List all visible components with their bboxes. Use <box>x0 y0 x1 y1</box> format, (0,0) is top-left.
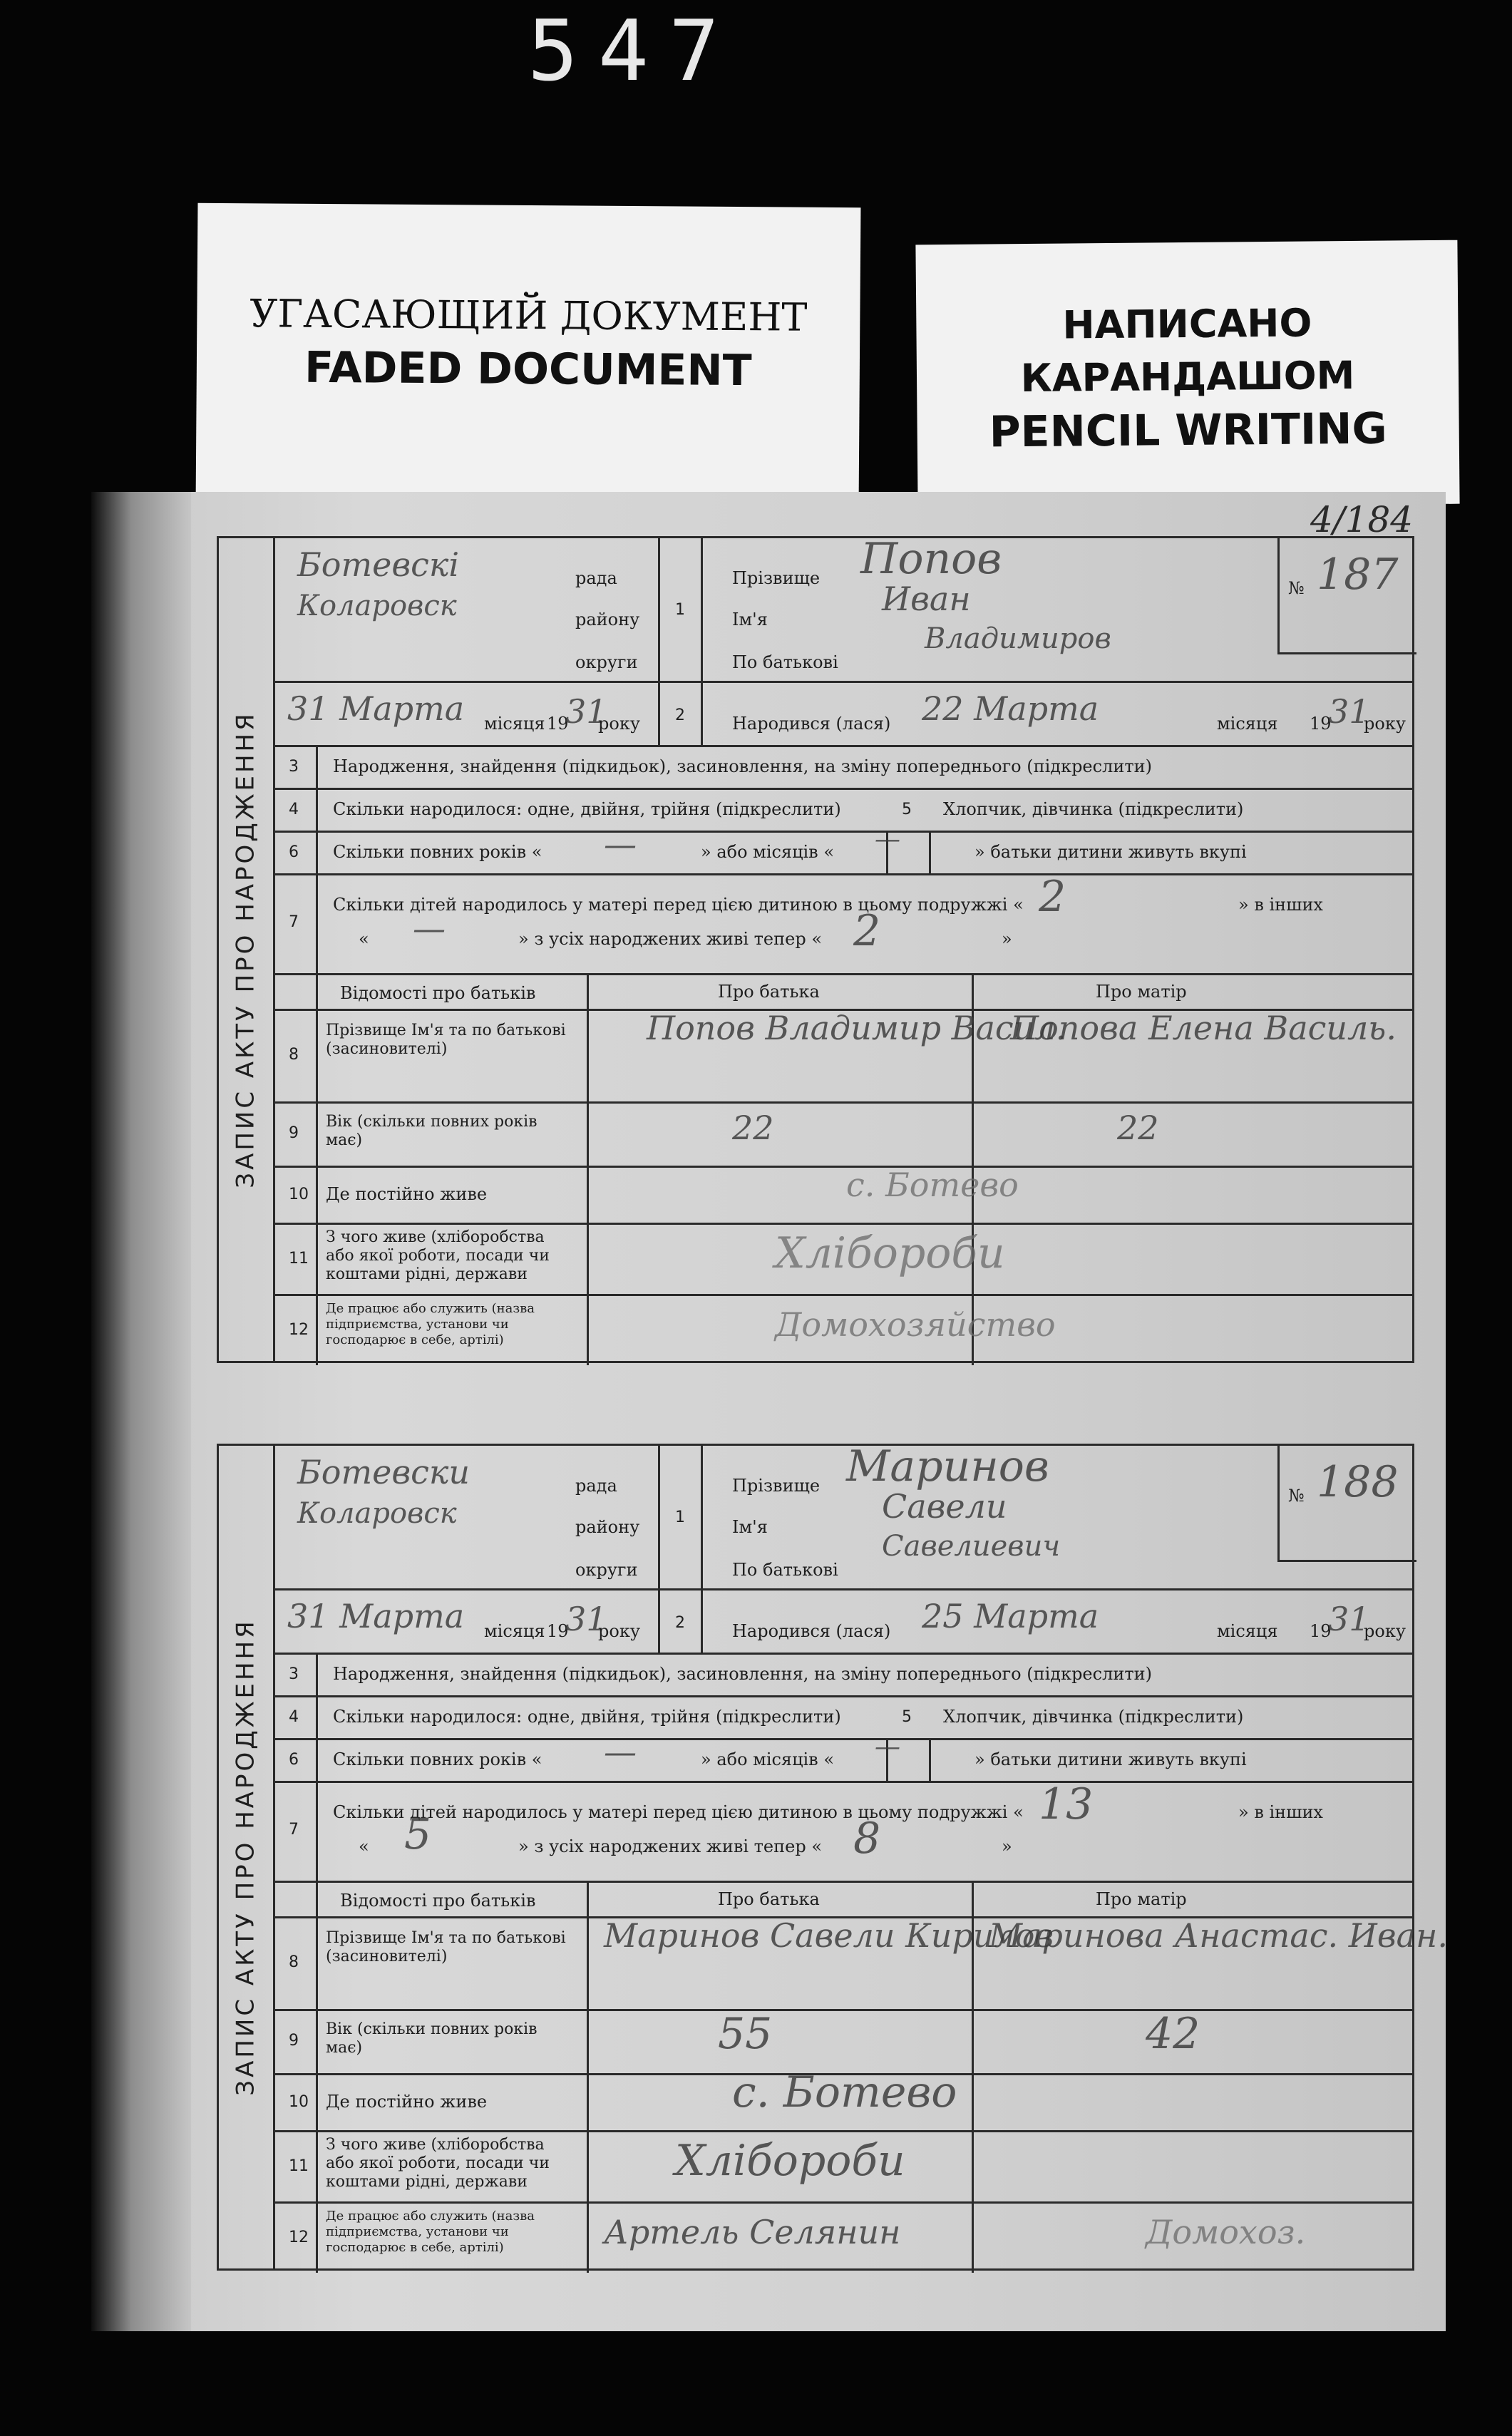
field-number-12: 12 <box>289 1321 309 1339</box>
patronymic-label: По батькові <box>732 652 838 672</box>
faded-stamp-ru: УГАСАЮЩИЙ ДОКУМЕНТ <box>250 291 808 340</box>
row7-label-d: » з усіх народжених живі тепер « <box>518 929 823 949</box>
record-side-title: ЗАПИС АКТУ ПРО НАРОДЖЕННЯ <box>219 538 275 1361</box>
rada-label: рада <box>575 568 617 588</box>
row9-label: Вік (скільки повних років має) <box>326 1113 538 1149</box>
row12-label: Де працює або служить (назва підприємства, установи чи господарює в себе, артілі) <box>326 2209 535 2255</box>
row7-label-c: « <box>359 1836 369 1856</box>
row7-label-d: » з усіх народжених живі тепер « <box>518 1836 823 1856</box>
name-label: Ім'я <box>732 1517 768 1537</box>
row7-label-b: » в інших <box>1238 895 1323 915</box>
name-value: Савели <box>882 1487 1007 1526</box>
raion-value: Коларовск <box>297 590 457 622</box>
row7-other-value: — <box>413 909 446 947</box>
surname-label: Прізвище <box>732 568 821 588</box>
year-prefix: 19 <box>547 714 569 734</box>
pencil-stamp-en: PENCIL WRITING <box>989 404 1388 458</box>
pencil-stamp-ru-2: КАРАНДАШОМ <box>1020 352 1355 401</box>
field-number-12: 12 <box>289 2229 309 2246</box>
surname-value: Попов <box>860 534 1002 584</box>
father-age-value: 55 <box>718 2009 773 2059</box>
raion-value: Коларовск <box>297 1497 457 1530</box>
patronymic-value: Савелиевич <box>882 1530 1061 1563</box>
row7-label-b: » в інших <box>1238 1802 1323 1822</box>
year-label: року <box>598 714 640 734</box>
field-number-8: 8 <box>289 1953 299 1971</box>
raion-label: району <box>575 1517 640 1537</box>
reg-year-value: 31 <box>565 1600 607 1638</box>
row11-label: З чого живе (хліборобства або якої роботи, посади чи коштами рідні, держави <box>326 2136 550 2191</box>
reg-date-value: 31 Марта <box>287 689 465 728</box>
born-year-prefix: 19 <box>1310 714 1332 734</box>
row3-label: Народження, знайдення (підкидьок), засиновлення, на зміну попереднього (підкреслити) <box>333 756 1152 776</box>
born-month-label: місяця <box>1217 714 1278 734</box>
surname-label: Прізвище <box>732 1476 821 1496</box>
field-number-4: 4 <box>289 801 299 818</box>
row10-label: Де постійно живе <box>326 2092 488 2112</box>
row8-label: Прізвище Ім'я та по батькові (засиновителі) <box>326 1929 566 1965</box>
raion-label: району <box>575 610 640 629</box>
residence-value: с. Ботево <box>732 2067 957 2117</box>
field-number-8: 8 <box>289 1046 299 1064</box>
row6-years-value: — <box>604 825 637 863</box>
surname-value: Маринов <box>846 1441 1049 1491</box>
field-number-7: 7 <box>289 913 299 931</box>
reg-year-value: 31 <box>565 692 607 731</box>
workplace-value: Домохозяйство <box>775 1305 1056 1344</box>
row12-label: Де працює або служить (назва підприємства, установи чи господарює в себе, артілі) <box>326 1301 535 1347</box>
field-number-11: 11 <box>289 2157 309 2175</box>
row7-label-a: Скільки дітей народилось у матері перед цією дитиною в цьому подружжі « <box>333 895 1024 915</box>
occupation-value: Хлібороби <box>775 1228 1005 1278</box>
field-number-4: 4 <box>289 1708 299 1726</box>
row8-label: Прізвище Ім'я та по батькові (засиновителі) <box>326 1022 566 1058</box>
faded-document-stamp <box>196 203 861 510</box>
field-number-11: 11 <box>289 1250 309 1268</box>
row6-label-a: Скільки повних років « <box>333 842 542 862</box>
okruhy-label: округи <box>575 652 638 672</box>
field-number-5: 5 <box>902 1708 912 1726</box>
born-year-prefix: 19 <box>1310 1621 1332 1641</box>
workplace-mother-value: Домохоз. <box>1146 2213 1306 2251</box>
mother-name-value: Маринова Анастас. Иван. <box>989 1916 1449 1955</box>
record-number-label: № <box>1288 578 1305 598</box>
row7-label-c: « <box>359 929 369 949</box>
record-number-value: 188 <box>1317 1457 1399 1507</box>
row3-label: Народження, знайдення (підкидьок), засиновлення, на зміну попереднього (підкреслити) <box>333 1664 1152 1684</box>
row7-alive-value: 8 <box>853 1814 881 1864</box>
birth-record-1 <box>217 536 1414 1363</box>
year-prefix: 19 <box>547 1621 569 1641</box>
parents-header: Відомості про батьків <box>340 1891 536 1911</box>
born-day-value: 25 Марта <box>922 1597 1099 1635</box>
born-year-label: року <box>1364 1621 1406 1641</box>
row7-alive-value: 2 <box>853 906 881 956</box>
row6-years-value: — <box>604 1732 637 1771</box>
row6-label-b: » або місяців « <box>701 842 835 862</box>
name-label: Ім'я <box>732 610 768 629</box>
field-number-5: 5 <box>902 801 912 818</box>
occupation-value: Хлібороби <box>675 2136 905 2186</box>
month-label: місяця <box>484 714 545 734</box>
row7-label-e: » <box>1002 1836 1012 1856</box>
field-number-9: 9 <box>289 1124 299 1142</box>
born-label: Народився (лася) <box>732 714 891 734</box>
row4-label: Скільки народилося: одне, двійня, трійня (підкреслити) <box>333 1707 841 1727</box>
row6-months-value: — <box>875 1732 900 1762</box>
row7-count-value: 2 <box>1039 872 1066 922</box>
field-number-10: 10 <box>289 2093 309 2111</box>
row5-label: Хлопчик, дівчинка (підкреслити) <box>943 799 1244 819</box>
rada-value: Ботевскі <box>297 545 460 584</box>
mother-header: Про матір <box>1096 1889 1187 1909</box>
parents-header: Відомості про батьків <box>340 983 536 1003</box>
pencil-stamp-ru-1: НАПИСАНО <box>1062 300 1312 348</box>
father-age-value: 22 <box>732 1109 774 1147</box>
row7-count-value: 13 <box>1039 1779 1094 1829</box>
row6-label-c: » батьки дитини живуть вкупі <box>974 842 1247 862</box>
binding-edge <box>91 492 191 2331</box>
father-name-value: Попов Владимир Васил. <box>647 1009 1066 1047</box>
mother-age-value: 22 <box>1117 1109 1159 1147</box>
residence-value: с. Ботево <box>846 1166 1019 1204</box>
row4-label: Скільки народилося: одне, двійня, трійня (підкреслити) <box>333 799 841 819</box>
field-number-1: 1 <box>675 1509 685 1526</box>
archive-number: 547 <box>528 1 740 100</box>
field-number-1: 1 <box>675 601 685 619</box>
row7-label-e: » <box>1002 929 1012 949</box>
field-number-7: 7 <box>289 1821 299 1839</box>
born-year-label: року <box>1364 714 1406 734</box>
rada-value: Ботевски <box>297 1453 470 1491</box>
pencil-writing-stamp <box>915 240 1459 509</box>
month-label: місяця <box>484 1621 545 1641</box>
born-year-value: 31 <box>1328 1600 1370 1638</box>
field-number-2: 2 <box>675 706 685 724</box>
record-side-title: ЗАПИС АКТУ ПРО НАРОДЖЕННЯ <box>219 1446 275 2268</box>
rada-label: рада <box>575 1476 617 1496</box>
father-header: Про батька <box>718 982 820 1002</box>
workplace-value: Артель Селянин <box>604 2213 901 2251</box>
row6-months-value: — <box>875 825 900 854</box>
born-day-value: 22 Марта <box>922 689 1099 728</box>
field-number-6: 6 <box>289 1751 299 1769</box>
mother-name-value: Попова Елена Василь. <box>1010 1009 1397 1047</box>
field-number-2: 2 <box>675 1614 685 1632</box>
row6-label-a: Скільки повних років « <box>333 1749 542 1769</box>
row7-other-value: 5 <box>404 1809 432 1859</box>
row11-label: З чого живе (хліборобства або якої роботи, посади чи коштами рідні, держави <box>326 1228 550 1283</box>
row7-label-a: Скільки дітей народилось у матері перед цією дитиною в цьому подружжі « <box>333 1802 1024 1822</box>
name-value: Иван <box>882 580 971 618</box>
birth-record-2 <box>217 1441 1449 2271</box>
born-label: Народився (лася) <box>732 1621 891 1641</box>
father-name-value: Маринов Савели Кирилов <box>604 1916 1054 1955</box>
record-number-label: № <box>1288 1486 1305 1506</box>
patronymic-label: По батькові <box>732 1560 838 1580</box>
patronymic-value: Владимиров <box>925 622 1111 655</box>
field-number-3: 3 <box>289 1665 299 1683</box>
field-number-10: 10 <box>289 1186 309 1203</box>
field-number-3: 3 <box>289 758 299 776</box>
reg-date-value: 31 Марта <box>287 1597 465 1635</box>
father-header: Про батька <box>718 1889 820 1909</box>
row9-label: Вік (скільки повних років має) <box>326 2020 538 2057</box>
row6-label-c: » батьки дитини живуть вкупі <box>974 1749 1247 1769</box>
field-number-6: 6 <box>289 843 299 861</box>
born-year-value: 31 <box>1328 692 1370 731</box>
row5-label: Хлопчик, дівчинка (підкреслити) <box>943 1707 1244 1727</box>
mother-age-value: 42 <box>1146 2009 1200 2059</box>
born-month-label: місяця <box>1217 1621 1278 1641</box>
okruhy-label: округи <box>575 1560 638 1580</box>
faded-stamp-en: FADED DOCUMENT <box>304 342 752 396</box>
row6-label-b: » або місяців « <box>701 1749 835 1769</box>
row10-label: Де постійно живе <box>326 1184 488 1204</box>
year-label: року <box>598 1621 640 1641</box>
mother-header: Про матір <box>1096 982 1187 1002</box>
field-number-9: 9 <box>289 2032 299 2050</box>
page-number: 4/184 <box>1310 499 1414 540</box>
record-number-value: 187 <box>1317 550 1399 600</box>
